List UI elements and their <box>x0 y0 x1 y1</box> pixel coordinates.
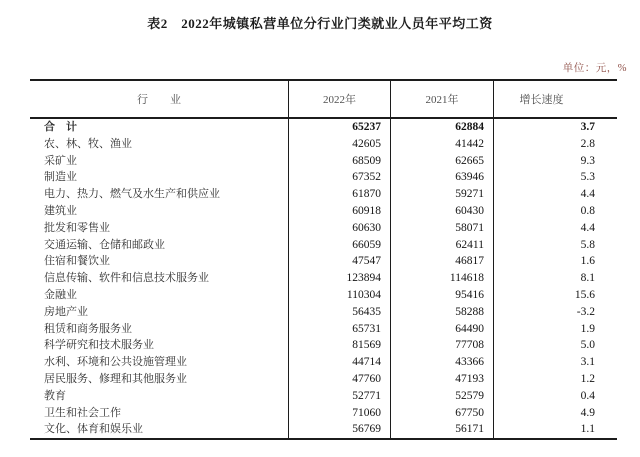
industry-cell: 房地产业 <box>44 305 88 318</box>
value-2021-cell: 58288 <box>390 304 493 321</box>
value-2022-cell: 60918 <box>288 203 390 220</box>
growth-cell: 4.4 <box>493 186 617 203</box>
growth-cell: -3.2 <box>493 304 617 321</box>
growth-cell: 5.8 <box>493 237 617 254</box>
table-row <box>30 119 617 136</box>
table-row <box>30 388 617 405</box>
industry-cell: 科学研究和技术服务业 <box>44 339 154 352</box>
industry-cell: 信息传输、软件和信息技术服务业 <box>44 272 209 285</box>
value-2021-cell: 58071 <box>390 220 493 237</box>
industry-cell: 卫生和社会工作 <box>44 406 121 419</box>
column-header-2021: 2021年 <box>390 81 493 117</box>
value-2021-cell: 77708 <box>390 337 493 354</box>
value-2022-cell: 67352 <box>288 169 390 186</box>
table-row <box>30 186 617 203</box>
value-2022-cell: 71060 <box>288 405 390 422</box>
growth-cell: 5.3 <box>493 169 617 186</box>
value-2021-cell: 62665 <box>390 153 493 170</box>
value-2022-cell: 65731 <box>288 321 390 338</box>
table-row <box>30 136 617 153</box>
industry-cell: 电力、热力、燃气及水生产和供应业 <box>44 188 220 201</box>
value-2021-cell: 95416 <box>390 287 493 304</box>
table-body <box>30 119 617 438</box>
industry-cell: 金融业 <box>44 288 77 301</box>
industry-cell: 批发和零售业 <box>44 221 110 234</box>
value-2022-cell: 66059 <box>288 237 390 254</box>
value-2022-cell: 42605 <box>288 136 390 153</box>
industry-cell: 农、林、牧、渔业 <box>44 137 132 150</box>
growth-cell: 5.0 <box>493 337 617 354</box>
growth-cell: 0.4 <box>493 388 617 405</box>
industry-cell: 合 计 <box>44 121 77 133</box>
growth-cell: 8.1 <box>493 270 617 287</box>
industry-cell: 居民服务、修理和其他服务业 <box>44 372 187 385</box>
table-header-row <box>30 81 617 119</box>
table-row <box>30 304 617 321</box>
industry-cell: 水利、环境和公共设施管理业 <box>44 356 187 369</box>
growth-cell: 3.7 <box>493 119 617 136</box>
value-2021-cell: 46817 <box>390 253 493 270</box>
value-2022-cell: 65237 <box>288 119 390 136</box>
growth-cell: 9.3 <box>493 153 617 170</box>
value-2022-cell: 81569 <box>288 337 390 354</box>
growth-cell: 1.1 <box>493 421 617 438</box>
table-row <box>30 287 617 304</box>
industry-cell: 采矿业 <box>44 154 77 167</box>
unit-note: 单位：元，% <box>562 63 627 74</box>
value-2021-cell: 67750 <box>390 405 493 422</box>
value-2021-cell: 56171 <box>390 421 493 438</box>
growth-cell: 1.9 <box>493 321 617 338</box>
industry-cell: 文化、体育和娱乐业 <box>44 423 143 436</box>
value-2021-cell: 47193 <box>390 371 493 388</box>
value-2022-cell: 56435 <box>288 304 390 321</box>
industry-cell: 制造业 <box>44 171 77 184</box>
growth-cell: 1.6 <box>493 253 617 270</box>
value-2022-cell: 60630 <box>288 220 390 237</box>
value-2022-cell: 61870 <box>288 186 390 203</box>
growth-cell: 4.9 <box>493 405 617 422</box>
table-row <box>30 354 617 371</box>
table-row <box>30 153 617 170</box>
value-2021-cell: 52579 <box>390 388 493 405</box>
industry-cell: 住宿和餐饮业 <box>44 255 110 268</box>
value-2022-cell: 56769 <box>288 421 390 438</box>
value-2022-cell: 47547 <box>288 253 390 270</box>
table-row <box>30 337 617 354</box>
table-row <box>30 270 617 287</box>
table-row <box>30 220 617 237</box>
value-2021-cell: 41442 <box>390 136 493 153</box>
column-header-growth: 增长速度 <box>493 81 617 117</box>
value-2021-cell: 43366 <box>390 354 493 371</box>
table-row <box>30 203 617 220</box>
growth-cell: 2.8 <box>493 136 617 153</box>
table-row <box>30 237 617 254</box>
table-row <box>30 405 617 422</box>
value-2021-cell: 60430 <box>390 203 493 220</box>
value-2022-cell: 68509 <box>288 153 390 170</box>
value-2021-cell: 62411 <box>390 237 493 254</box>
value-2021-cell: 63946 <box>390 169 493 186</box>
growth-cell: 1.2 <box>493 371 617 388</box>
wage-table <box>30 79 617 440</box>
table-row <box>30 253 617 270</box>
column-header-industry: 行 业 <box>137 94 181 106</box>
value-2021-cell: 114618 <box>390 270 493 287</box>
table-row <box>30 421 617 438</box>
value-2022-cell: 123894 <box>288 270 390 287</box>
growth-cell: 4.4 <box>493 220 617 237</box>
value-2021-cell: 64490 <box>390 321 493 338</box>
value-2022-cell: 52771 <box>288 388 390 405</box>
value-2021-cell: 62884 <box>390 119 493 136</box>
value-2022-cell: 110304 <box>288 287 390 304</box>
value-2022-cell: 44714 <box>288 354 390 371</box>
industry-cell: 建筑业 <box>44 204 77 217</box>
column-header-2022: 2022年 <box>288 81 390 117</box>
industry-cell: 租赁和商务服务业 <box>44 322 132 335</box>
table-row <box>30 169 617 186</box>
industry-cell: 教育 <box>44 389 66 402</box>
industry-cell: 交通运输、仓储和邮政业 <box>44 238 165 251</box>
table-row <box>30 371 617 388</box>
value-2021-cell: 59271 <box>390 186 493 203</box>
value-2022-cell: 47760 <box>288 371 390 388</box>
table-title: 表2 2022年城镇私营单位分行业门类就业人员年平均工资 <box>147 16 493 31</box>
growth-cell: 15.6 <box>493 287 617 304</box>
growth-cell: 3.1 <box>493 354 617 371</box>
table-row <box>30 321 617 338</box>
growth-cell: 0.8 <box>493 203 617 220</box>
